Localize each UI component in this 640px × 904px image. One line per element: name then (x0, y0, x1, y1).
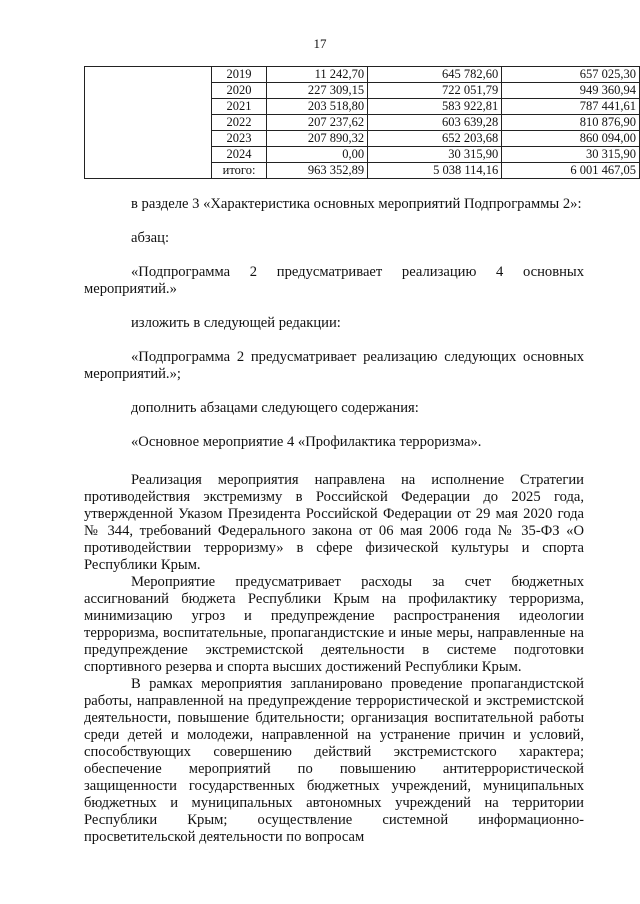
year-cell: 2021 (211, 99, 266, 115)
value-cell: 5 038 114,16 (368, 163, 502, 179)
value-cell: 645 782,60 (368, 67, 502, 83)
total-cell: 860 094,00 (502, 131, 640, 147)
year-cell: 2022 (211, 115, 266, 131)
paragraph: дополнить абзацами следующего содержания: (131, 400, 419, 416)
value-cell: 963 352,89 (267, 163, 368, 179)
value-cell: 227 309,15 (267, 83, 368, 99)
paragraph: Мероприятие предусматривает расходы за счет бюджетных ассигнований бюджета Республики Крым на профилактику терроризма, минимизацию угроз и предупреждение распространения идеологии терроризма, воспитательные, пропагандистские и иные меры, направленные на предупреждение экстремистской деятельности в системе подготовки спортивного резерва и спорта высших достижений Республики Крым. (84, 574, 584, 675)
paragraph: в разделе 3 «Характеристика основных мероприятий Подпрограммы 2»: (131, 196, 582, 212)
paragraph: «Подпрограмма 2 предусматривает реализацию следующих основных мероприятий.»; (84, 349, 584, 382)
paragraph: «Основное мероприятие 4 «Профилактика терроризма». (131, 434, 482, 450)
value-cell: 203 518,80 (267, 99, 368, 115)
value-cell: 207 890,32 (267, 131, 368, 147)
blank-cell (85, 67, 212, 179)
total-cell: 787 441,61 (502, 99, 640, 115)
paragraph: изложить в следующей редакции: (131, 315, 341, 331)
paragraph: «Подпрограмма 2 предусматривает реализацию 4 основных мероприятий.» (84, 264, 584, 297)
value-cell: 11 242,70 (267, 67, 368, 83)
page-number: 17 (313, 36, 327, 51)
value-cell: 0,00 (267, 147, 368, 163)
year-cell: 2019 (211, 67, 266, 83)
value-cell: 583 922,81 (368, 99, 502, 115)
paragraph: абзац: (131, 230, 170, 246)
year-cell: итого: (211, 163, 266, 179)
value-cell: 30 315,90 (368, 147, 502, 163)
year-cell: 2024 (211, 147, 266, 163)
year-cell: 2020 (211, 83, 266, 99)
value-cell: 652 203,68 (368, 131, 502, 147)
year-cell: 2023 (211, 131, 266, 147)
paragraph: Реализация мероприятия направлена на исполнение Стратегии противодействия экстремизму в Российской Федерации до 2025 года, утвержденной Указом Президента Российской Федерации от 29 мая 2020 года № 344, требований Федерального закона от 06 мая 2006 года № 35-ФЗ «О противодействии терроризму» в сфере физической культуры и спорта Республики Крым. (84, 472, 584, 573)
value-cell: 603 639,28 (368, 115, 502, 131)
value-cell: 722 051,79 (368, 83, 502, 99)
total-cell: 6 001 467,05 (502, 163, 640, 179)
paragraph: В рамках мероприятия запланировано проведение пропагандистской работы, направленной на предупреждение террористической и экстремистской деятельности, повышение бдительности; организация воспитательной работы среди детей и молодежи, направленной на устранение причин и условий, способствующих совершению действий экстремистского характера; обеспечение мероприятий по повышению антитеррористической защищенности государственных бюджетных учреждений, муниципальных бюджетных и муниципальных автономных учреждений на территории Республики Крым; осуществление системной информационно-просветительской деятельности по вопросам (84, 676, 584, 845)
table-row (85, 67, 640, 83)
value-cell: 207 237,62 (267, 115, 368, 131)
body-text (84, 196, 584, 846)
total-cell: 30 315,90 (502, 147, 640, 163)
total-cell: 949 360,94 (502, 83, 640, 99)
total-cell: 657 025,30 (502, 67, 640, 83)
budget-table (84, 66, 640, 179)
total-cell: 810 876,90 (502, 115, 640, 131)
